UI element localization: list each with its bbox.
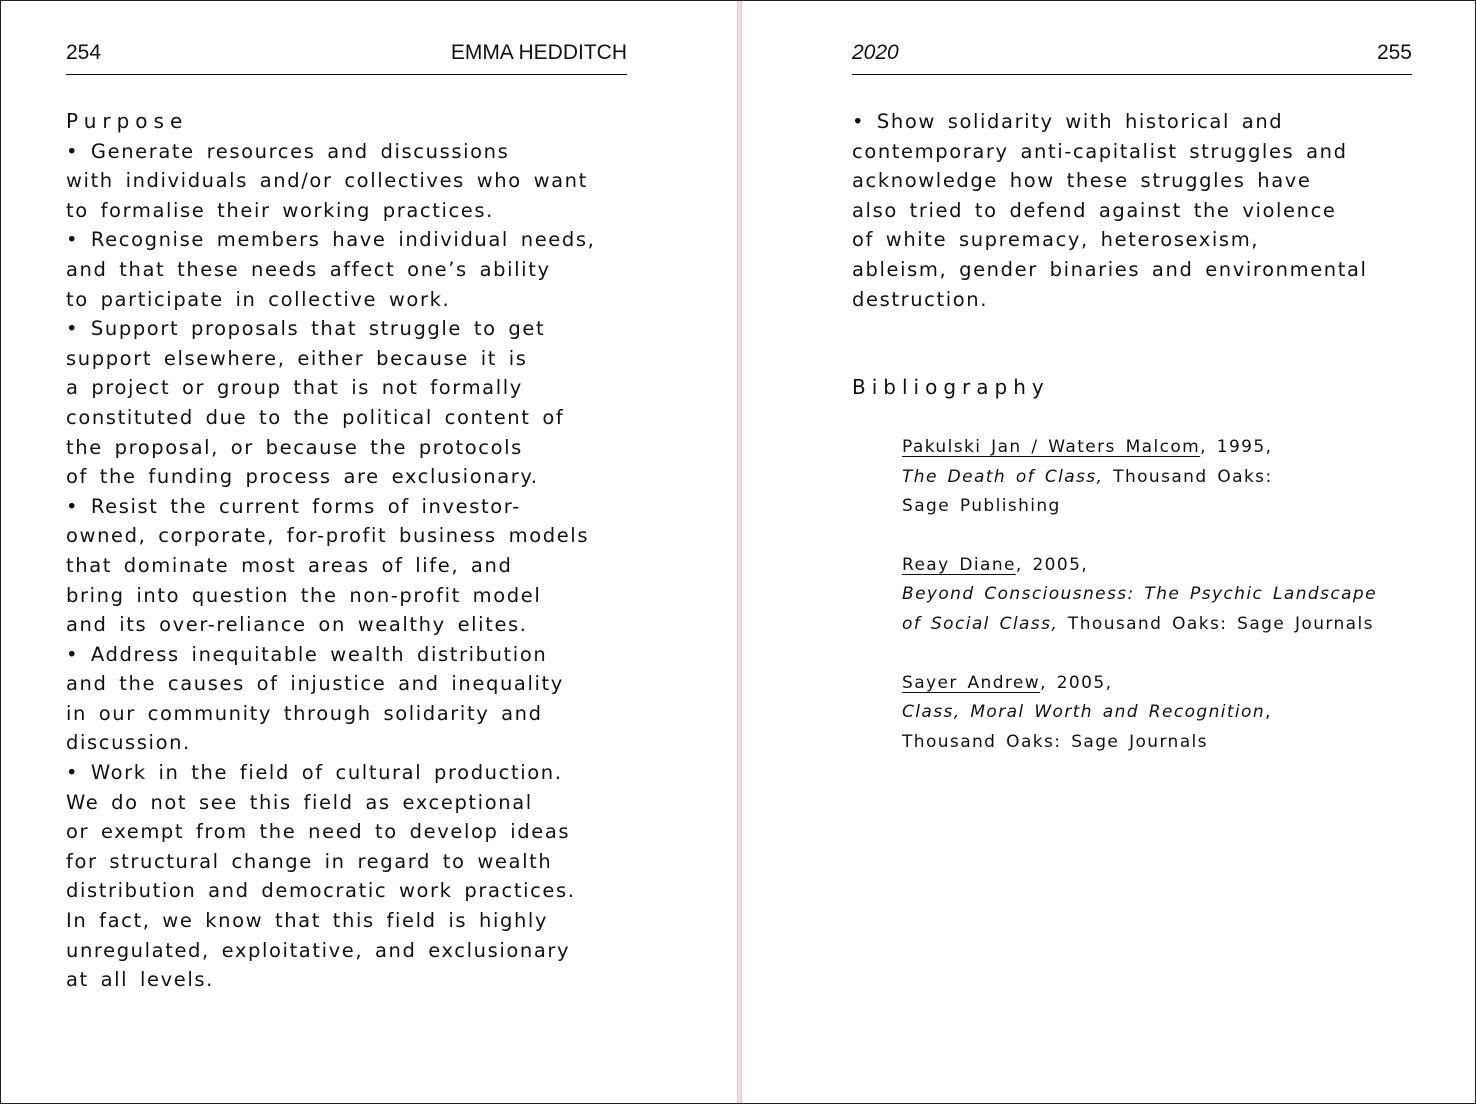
body-line: of white supremacy, heterosexism, [852, 228, 1260, 252]
bibliography-entry [902, 433, 1377, 522]
body-line: • Support proposals that struggle to get [66, 317, 546, 341]
body-line: In fact, we know that this field is highly [66, 909, 549, 933]
body-line: the proposal, or because the protocols [66, 435, 523, 459]
body-line: We do not see this field as exceptional [66, 790, 533, 814]
bib-author: Pakulski Jan / Waters Malcom [902, 437, 1201, 457]
body-line: • Resist the current forms of investor- [66, 494, 521, 518]
body-line: for structural change in regard to wealth [66, 849, 553, 873]
left-page [66, 1, 627, 1103]
bibliography-entry [902, 551, 1377, 640]
bib-title-line [902, 698, 1377, 728]
body-line: also tried to defend against the violence [852, 198, 1337, 222]
body-line: bring into question the non-profit model [66, 583, 542, 607]
right-running-head [852, 41, 1412, 75]
purpose-body [66, 137, 627, 995]
body-line: acknowledge how these struggles have [852, 169, 1312, 193]
body-line: to formalise their working practices. [66, 198, 494, 222]
body-line: unregulated, exploitative, and exclusionary [66, 938, 571, 962]
purpose-heading: Purpose [66, 109, 189, 133]
bibliography-entry [902, 669, 1377, 758]
body-line: of the funding process are exclusionary. [66, 465, 539, 489]
bib-publisher: Thousand Oaks: Sage Journals [902, 731, 1208, 752]
left-page-content [66, 107, 627, 995]
body-line: constituted due to the political content of [66, 405, 565, 429]
body-line: • Generate resources and discussions [66, 139, 510, 163]
bib-title-tail: Thousand Oaks: Sage Journals [1058, 613, 1374, 634]
body-line: with individuals and/or collectives who want [66, 169, 588, 193]
body-line: in our community through solidarity and [66, 701, 543, 725]
body-line: a project or group that is not formally [66, 376, 523, 400]
body-line: ableism, gender binaries and environmental [852, 257, 1368, 281]
bib-author: Sayer Andrew [902, 672, 1041, 693]
bib-publisher: Sage Publishing [902, 496, 1061, 517]
body-line: or exempt from the need to develop ideas [66, 820, 571, 844]
bib-title: The Death of Class, [902, 466, 1104, 487]
left-page-number: 254 [66, 41, 102, 64]
right-page-number: 255 [1376, 41, 1412, 64]
body-line: • Work in the field of cultural production. [66, 761, 563, 785]
bib-title: Class, Moral Worth and Recognition [902, 702, 1266, 723]
bibliography-heading: Bibliography [852, 375, 1050, 399]
body-line: and its over-reliance on wealthy elites. [66, 613, 528, 637]
bib-author-line [902, 551, 1377, 581]
body-line: owned, corporate, for-profit business models [66, 524, 590, 548]
body-line: destruction. [852, 287, 989, 311]
body-line: at all levels. [66, 968, 214, 992]
body-line: that dominate most areas of life, and [66, 553, 513, 577]
right-page [852, 1, 1412, 1103]
body-line: • Address inequitable wealth distribution [66, 642, 548, 666]
bib-title-tail: Thousand Oaks: [1103, 466, 1273, 487]
body-line: contemporary anti-capitalist struggles and [852, 139, 1348, 163]
bib-year: , 2005, [1040, 672, 1113, 693]
bib-author-line [902, 669, 1377, 699]
bib-author-line [902, 433, 1377, 463]
body-line: and that these needs affect one’s ability [66, 257, 551, 281]
body-line: to participate in collective work. [66, 287, 451, 311]
bib-title-tail: , [1265, 702, 1272, 723]
right-page-content [852, 107, 1412, 399]
body-line: discussion. [66, 731, 191, 755]
bib-year: , 2005, [1015, 554, 1089, 575]
bib-year: , 1995, [1200, 437, 1273, 457]
bib-author: Reay Diane [902, 554, 1016, 575]
body-line: and the causes of injustice and inequality [66, 672, 564, 696]
bib-title-line [902, 463, 1377, 493]
left-running-head [66, 41, 627, 75]
right-running-title: 2020 [852, 41, 899, 64]
body-line: • Recognise members have individual needs, [66, 228, 596, 252]
body-line: • Show solidarity with historical and [852, 110, 1284, 133]
purpose-body-continued [852, 107, 1412, 314]
bibliography-list [902, 433, 1377, 786]
book-gutter [737, 1, 742, 1103]
bib-title: of Social Class, [902, 613, 1059, 634]
left-running-title: EMMA HEDDITCH [450, 41, 627, 64]
bib-title-line [902, 610, 1377, 640]
bib-title: Beyond Consciousness: The Psychic Landscape [902, 584, 1377, 605]
body-line: support elsewhere, either because it is [66, 346, 528, 370]
body-line: distribution and democratic work practices. [66, 879, 576, 903]
